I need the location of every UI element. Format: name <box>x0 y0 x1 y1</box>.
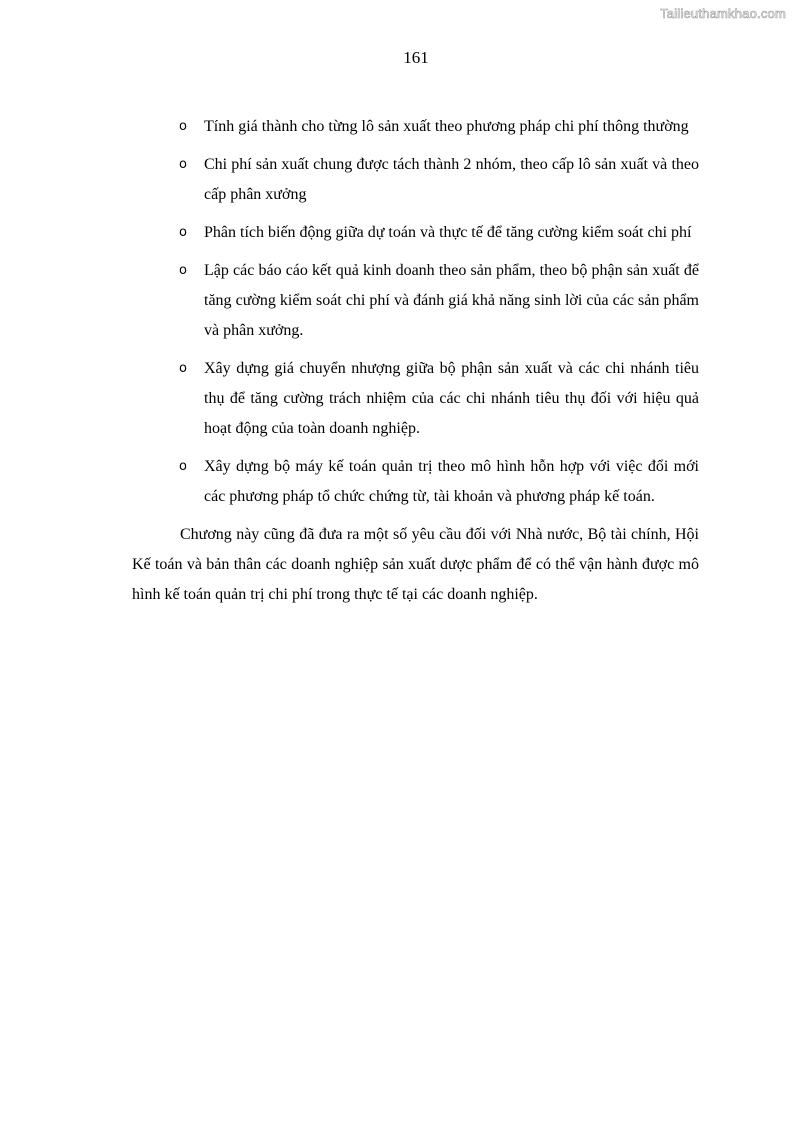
watermark: Tailieuthamkhao.com <box>660 6 786 21</box>
list-item-text: Xây dựng bộ máy kế toán quản trị theo mô hình hỗn hợp với việc đổi mới các phương pháp tổ chức chứng từ, tài khoản và phương pháp kế toán. <box>204 458 699 505</box>
circle-bullet-icon: o <box>179 225 187 240</box>
page-number: 161 <box>403 48 429 67</box>
circle-bullet-icon: o <box>179 157 187 172</box>
list-item <box>132 452 699 512</box>
circle-bullet-icon: o <box>179 119 187 134</box>
list-item-text: Lập các báo cáo kết quả kinh doanh theo sản phẩm, theo bộ phận sản xuất để tăng cường kiểm soát chi phí và đánh giá khả năng sinh lời của các sản phẩm và phân xưởng. <box>204 262 699 339</box>
summary-paragraph: Chương này cũng đã đưa ra một số yêu cầu đối với Nhà nước, Bộ tài chính, Hội Kế toán và bản thân các doanh nghiệp sản xuất dược phẩm để có thể vận hành được mô hình kế toán quản trị chi phí trong thực tế tại các doanh nghiệp. <box>132 526 699 603</box>
document-body <box>132 112 699 610</box>
bullet-list <box>132 112 699 512</box>
list-item-text: Xây dựng giá chuyển nhượng giữa bộ phận sản xuất và các chi nhánh tiêu thụ để tăng cường trách nhiệm của các chi nhánh tiêu thụ đối với hiệu quả hoạt động của toàn doanh nghiệp. <box>204 360 699 437</box>
circle-bullet-icon: o <box>179 459 187 474</box>
circle-bullet-icon: o <box>179 361 187 376</box>
circle-bullet-icon: o <box>179 263 187 278</box>
list-item-text: Chi phí sản xuất chung được tách thành 2 nhóm, theo cấp lô sản xuất và theo cấp phân xưởng <box>204 156 699 203</box>
list-item <box>132 218 699 248</box>
list-item <box>132 150 699 210</box>
list-item <box>132 112 699 142</box>
list-item <box>132 354 699 444</box>
list-item-text: Tính giá thành cho từng lô sản xuất theo phương pháp chi phí thông thường <box>204 118 689 135</box>
list-item-text: Phân tích biến động giữa dự toán và thực tế để tăng cường kiểm soát chi phí <box>204 224 692 241</box>
list-item <box>132 256 699 346</box>
